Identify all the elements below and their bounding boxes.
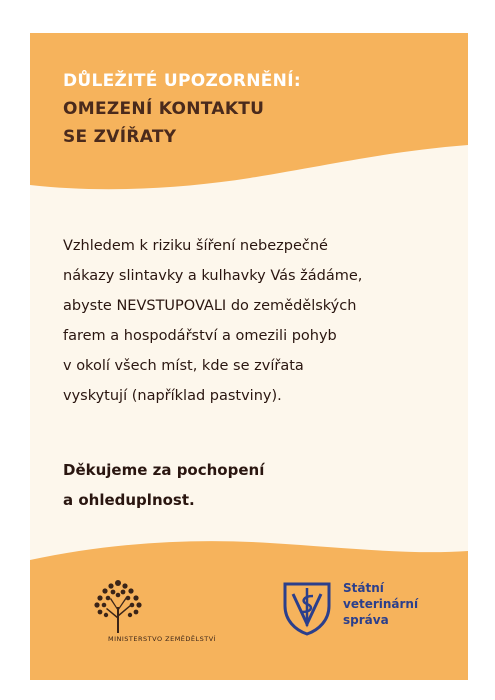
notice-body — [63, 231, 453, 411]
tree-logo-icon — [84, 575, 154, 635]
heading-line-1: DŮLEŽITÉ UPOZORNĚNÍ: — [63, 71, 301, 91]
body-line: nákazy slintavky a kulhavky Vás žádáme, — [63, 268, 363, 284]
heading-line-3: SE ZVÍŘATY — [63, 127, 177, 147]
svs-shield-icon — [281, 580, 333, 636]
svs-line-1: Státní — [343, 581, 384, 595]
body-line: v okolí všech míst, kde se zvířata — [63, 358, 304, 374]
ministry-logo — [84, 575, 234, 655]
ministry-label: MINISTERSTVO ZEMĚDĚLSTVÍ — [108, 635, 217, 643]
body-line: vyskytují (například pastviny). — [63, 388, 282, 404]
svs-logo — [281, 580, 441, 650]
svs-name — [343, 580, 418, 628]
notice-heading — [63, 67, 453, 151]
body-line: Vzhledem k riziku šíření nebezpečné — [63, 238, 328, 254]
thanks-line: a ohleduplnost. — [63, 491, 195, 509]
notice-poster — [30, 33, 468, 680]
body-line: farem a hospodářství a omezili pohyb — [63, 328, 337, 344]
thanks-message — [63, 455, 453, 515]
body-line: abyste NEVSTUPOVALI do zemědělských — [63, 298, 357, 314]
svs-line-2: veterinární — [343, 597, 419, 611]
svs-line-3: správa — [343, 613, 389, 627]
thanks-line: Děkujeme za pochopení — [63, 461, 265, 479]
heading-line-2: OMEZENÍ KONTAKTU — [63, 99, 265, 119]
